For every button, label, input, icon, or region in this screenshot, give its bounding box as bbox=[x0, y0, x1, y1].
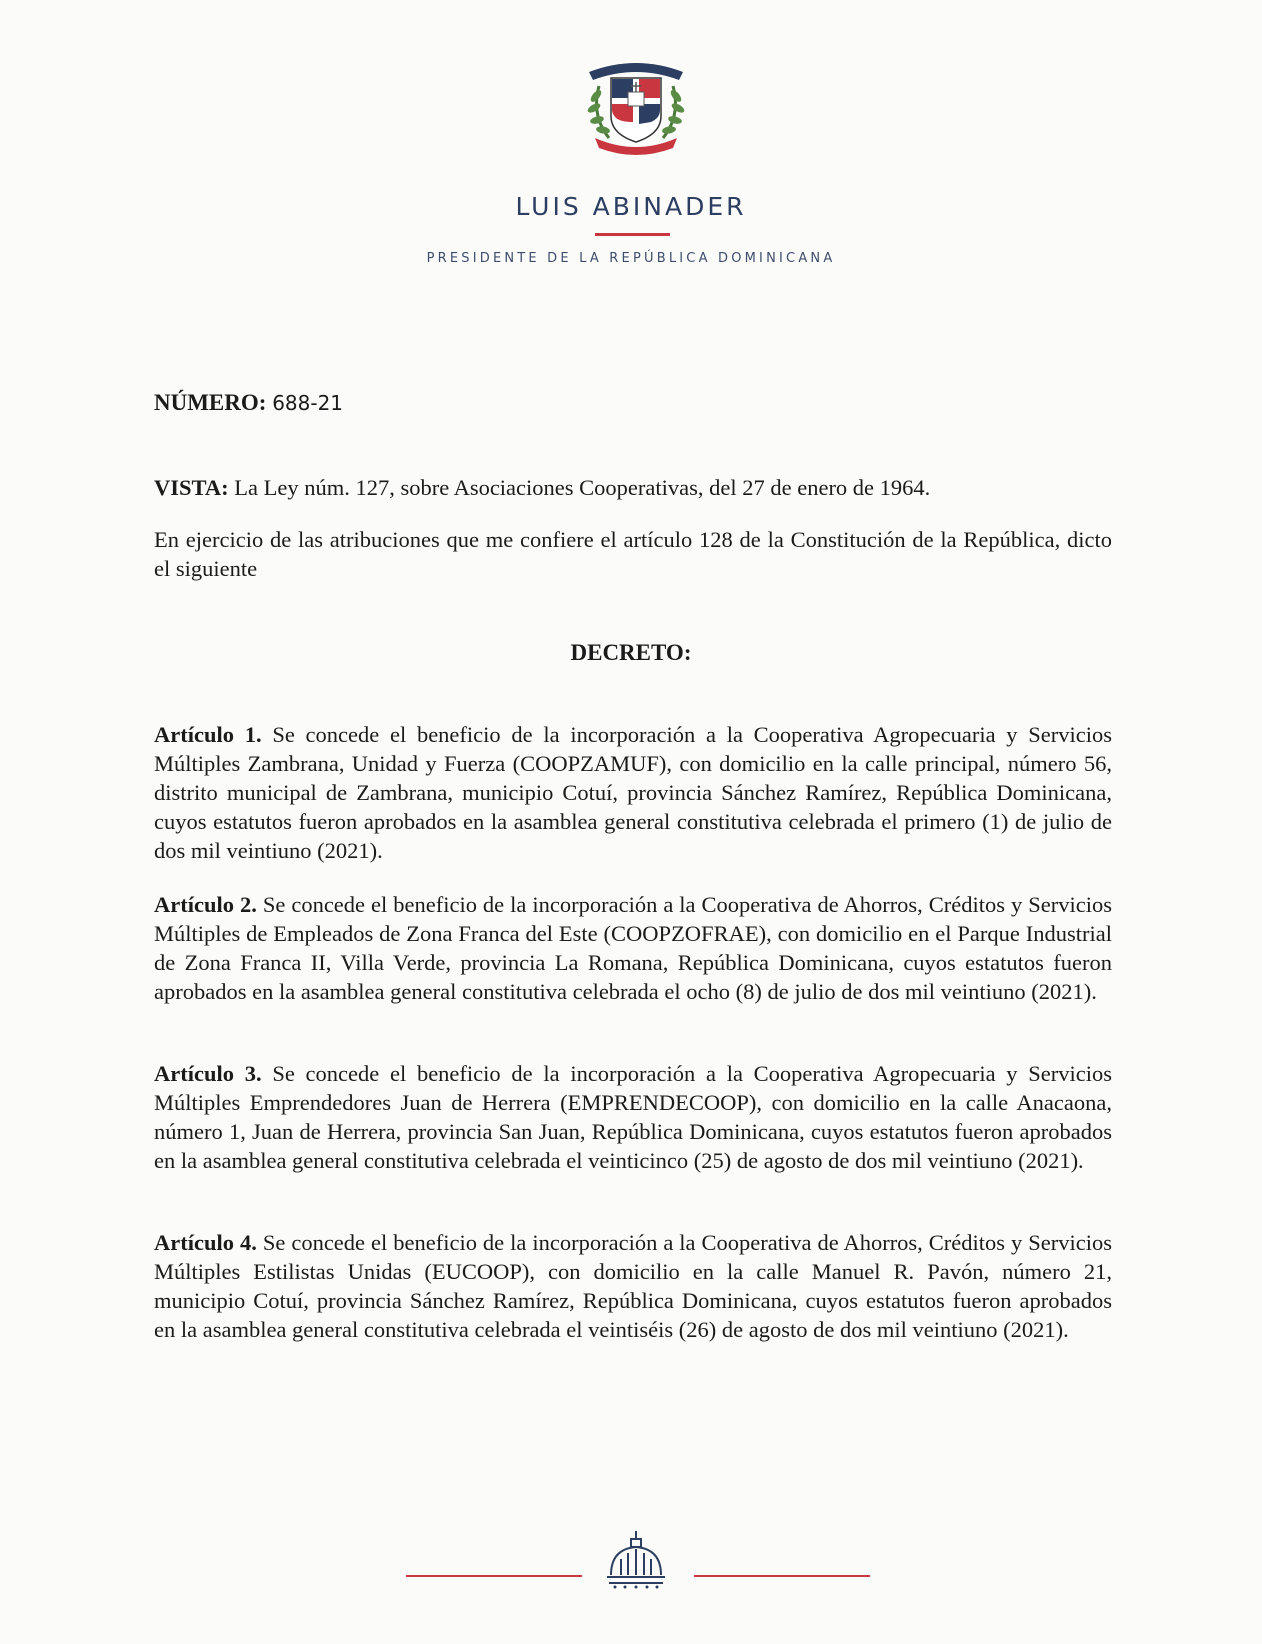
decree-number-value: 688-21 bbox=[272, 391, 344, 415]
article-2-text: Se concede el beneficio de la incorporación a la Cooperativa de Ahorros, Créditos y Servicios Múltiples de Empleados de Zona Franca del Este (COOPZOFRAE), con domicilio en el Parque Industrial de Zona Franca II, Villa Verde, provincia La Romana, República Dominicana, cuyos estatutos fueron aprobados en la asamblea general constitutiva celebrada el ocho (8) de julio de dos mil veintiuno (2021). bbox=[154, 892, 1113, 1004]
footer-rule-left bbox=[406, 1575, 582, 1577]
article-4-label: Artículo 4. bbox=[154, 1230, 257, 1255]
article-1-text: Se concede el beneficio de la incorporación a la Cooperativa Agropecuaria y Servicios Múltiples Zambrana, Unidad y Fuerza (COOPZAMUF), con domicilio en la calle principal, número 56, distrito municipal de Zambrana, municipio Cotuí, provincia Sánchez Ramírez, República Dominicana, cuyos estatutos fueron aprobados en la asamblea general constitutiva celebrada el primero (1) de julio de dos mil veintiuno (2021). bbox=[154, 722, 1112, 863]
article-1 bbox=[154, 720, 1112, 865]
footer-rule-right bbox=[694, 1575, 870, 1577]
article-2-label: Artículo 2. bbox=[154, 892, 257, 917]
ejercicio-paragraph: En ejercicio de las atribuciones que me confiere el artículo 128 de la Constitución de la República, dicto el siguiente bbox=[154, 527, 1112, 581]
article-3 bbox=[154, 1059, 1112, 1175]
decree-number-label: NÚMERO: bbox=[154, 390, 267, 415]
decreto-heading: DECRETO: bbox=[570, 640, 692, 665]
coat-of-arms-icon bbox=[581, 52, 691, 156]
article-4-text: Se concede el beneficio de la incorporación a la Cooperativa de Ahorros, Créditos y Servicios Múltiples Estilistas Unidas (EUCOOP), con domicilio en la calle Manuel R. Pavón, número 21, municipio Cotuí, provincia Sánchez Ramírez, República Dominicana, cuyos estatutos fueron aprobados en la asamblea general constitutiva celebrada el veintiséis (26) de agosto de dos mil veintiuno (2021). bbox=[154, 1230, 1113, 1342]
vista-paragraph bbox=[154, 473, 1112, 502]
president-title: PRESIDENTE DE LA REPÚBLICA DOMINICANA bbox=[426, 251, 836, 266]
article-1-label: Artículo 1. bbox=[154, 722, 262, 747]
decree-number bbox=[154, 390, 343, 416]
article-2 bbox=[154, 890, 1112, 1006]
name-divider bbox=[595, 233, 670, 236]
article-4 bbox=[154, 1228, 1112, 1344]
vista-text: La Ley núm. 127, sobre Asociaciones Cooperativas, del 27 de enero de 1964. bbox=[234, 475, 931, 500]
president-name: LUIS ABINADER bbox=[515, 192, 747, 221]
article-3-label: Artículo 3. bbox=[154, 1061, 262, 1086]
vista-label: VISTA: bbox=[154, 475, 229, 500]
palace-dome-icon bbox=[603, 1529, 669, 1591]
article-3-text: Se concede el beneficio de la incorporación a la Cooperativa Agropecuaria y Servicios Múltiples Emprendedores Juan de Herrera (EMPRENDECOOP), con domicilio en la calle Anacaona, número 1, Juan de Herrera, provincia San Juan, República Dominicana, cuyos estatutos fueron aprobados en la asamblea general constitutiva celebrada el veinticinco (25) de agosto de dos mil veintiuno (2021). bbox=[154, 1061, 1112, 1173]
